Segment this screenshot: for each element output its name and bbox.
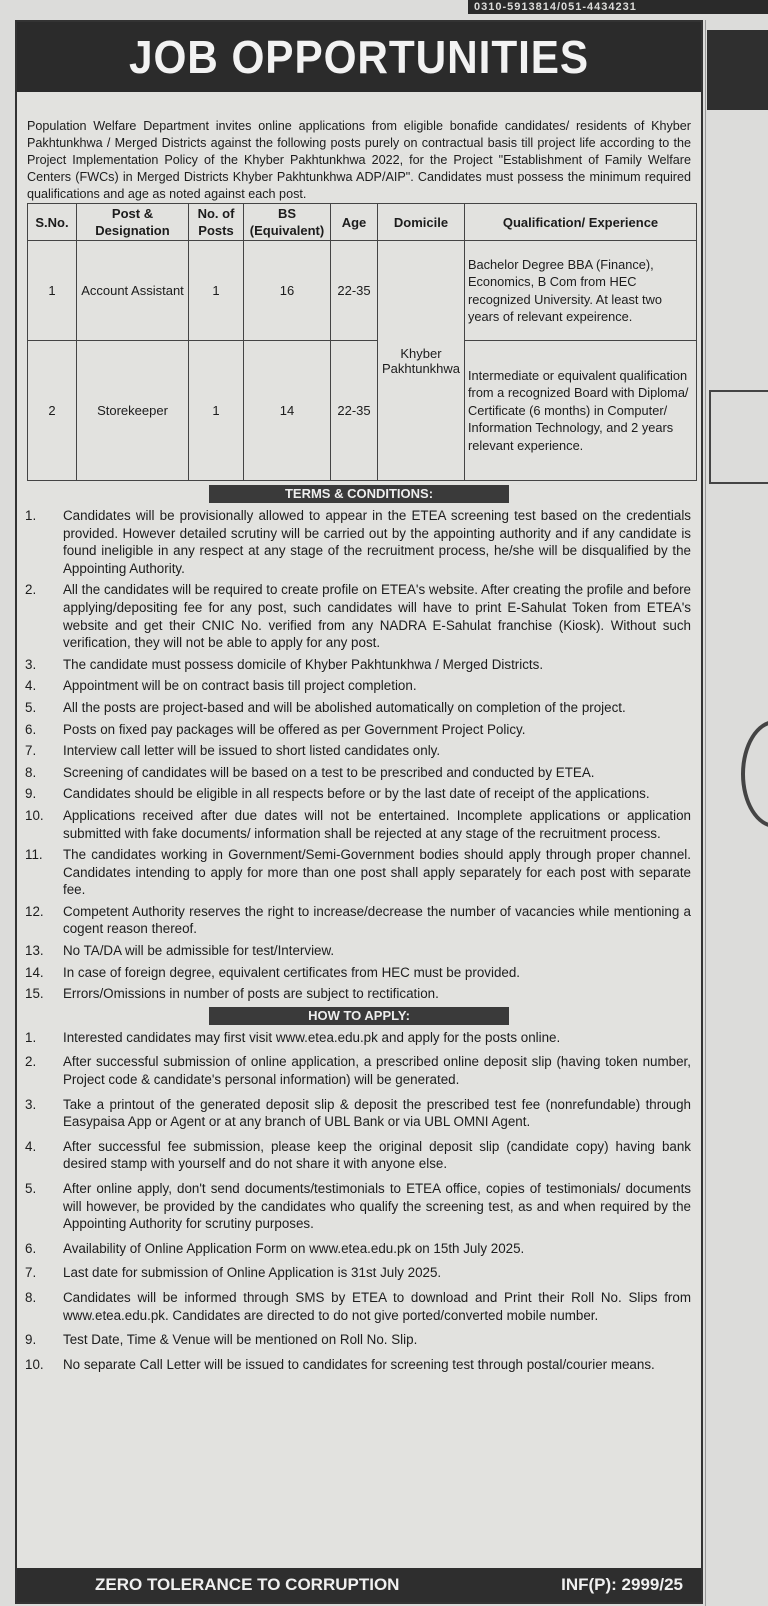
list-item xyxy=(17,1356,691,1374)
item-text: Availability of Online Application Form on www.etea.edu.pk on 15th July 2025. xyxy=(63,1240,525,1256)
terms-heading: TERMS & CONDITIONS: xyxy=(209,485,509,503)
col-header: No. of Posts xyxy=(189,204,244,241)
adjacent-headline-block xyxy=(707,30,768,110)
item-text: Take a printout of the generated deposit slip & deposit the prescribed test fee (nonrefundable) through Easypaisa App or Agent or at any branch of UBL Bank or via UBL OMNI Agent. xyxy=(63,1096,691,1130)
cell-qualification: Intermediate or equivalent qualification from a recognized Board with Diploma/ Certificate (6 months) in Computer/ Information Technology, and 2 years relevant experience. xyxy=(465,341,697,481)
item-text: Competent Authority reserves the right to increase/decrease the number of vacancies while mentioning a cogent reason thereof. xyxy=(63,903,691,937)
job-advertisement xyxy=(15,20,703,1604)
footer-ref: INF(P): 2999/25 xyxy=(561,1575,683,1594)
item-number: 9. xyxy=(25,1332,37,1348)
intro-paragraph: Population Welfare Department invites online applications from eligible bonafide candidates/ residents of Khyber Pakhtunkhwa / Merged Districts against the following posts purely on contractual basis till project life according to the Project Implementation Policy of the Khyber Pakhtunkhwa 2022, for the Project "Establishment of Family Welfare Centers (FWCs) in Merged Districts Khyber Pakhtunkhwa ADP/AIP". Candidates must possess the minimum required qualifications and age as noted against each post. xyxy=(27,119,691,201)
list-item xyxy=(17,507,691,577)
cell-sno: 2 xyxy=(28,341,77,481)
item-number: 6. xyxy=(25,721,37,737)
item-text: Errors/Omissions in number of posts are subject to rectification. xyxy=(63,986,439,1002)
adjacent-circle-graphic xyxy=(741,720,768,828)
item-number: 8. xyxy=(25,764,37,780)
cell-post: Storekeeper xyxy=(77,341,189,481)
item-text: Candidates will be provisionally allowed to appear in the ETEA screening test based on the credentials provided. However detailed scrutiny will be carried out by the appointing authority and if any candidate is found ineligible in any respect at any stage of the recruitment process, he/she will be disqualified by the Appointing Authority. xyxy=(63,508,691,576)
cell-bs: 16 xyxy=(244,241,331,341)
table-row xyxy=(28,241,697,341)
list-item xyxy=(17,1289,691,1324)
cell-posts: 1 xyxy=(189,341,244,481)
cell-qualification: Bachelor Degree BBA (Finance), Economics, B Com from HEC recognized University. At least two years of relevant expeirence. xyxy=(465,241,697,341)
howto-heading: HOW TO APPLY: xyxy=(209,1007,509,1025)
list-item xyxy=(17,677,691,695)
item-text: Last date for submission of Online Application is 31st July 2025. xyxy=(63,1265,442,1281)
footer-slogan: ZERO TOLERANCE TO CORRUPTION xyxy=(95,1575,400,1594)
item-text: Candidates will be informed through SMS by ETEA to download and Print their Roll No. Slips from www.etea.edu.pk. Candidates are directed to do not give ported/converted mobile number. xyxy=(63,1289,691,1323)
terms-list xyxy=(17,507,701,1003)
item-text: Interested candidates may first visit www.etea.edu.pk and apply for the posts online. xyxy=(63,1029,561,1045)
item-text: No separate Call Letter will be issued to candidates for screening test through postal/courier means. xyxy=(63,1356,655,1372)
item-number: 8. xyxy=(25,1289,37,1305)
cell-sno: 1 xyxy=(28,241,77,341)
item-number: 14. xyxy=(25,964,44,980)
cell-domicile: Khyber Pakhtunkhwa xyxy=(378,241,465,481)
col-header: Qualification/ Experience xyxy=(465,204,697,241)
item-text: The candidate must possess domicile of Khyber Pakhtunkhwa / Merged Districts. xyxy=(63,656,544,672)
item-text: Posts on fixed pay packages will be offered as per Government Project Policy. xyxy=(63,721,526,737)
cell-age: 22-35 xyxy=(331,241,378,341)
list-item xyxy=(17,1240,691,1258)
howto-list xyxy=(17,1029,701,1374)
item-number: 4. xyxy=(25,1138,37,1154)
title-banner xyxy=(17,22,701,92)
col-header: Post & Designation xyxy=(77,204,189,241)
item-number: 2. xyxy=(25,1054,37,1070)
list-item xyxy=(17,964,691,982)
list-item xyxy=(17,656,691,674)
item-text: All the candidates will be required to create profile on ETEA's website. After creating the profile and before applying/depositing fee for any post, such candidates will have to print E-Sahulat Token from ETEA's website and get their CNIC No. verified from any NADRA E-Sahulat franchise (Kiosk). Without such verification, they will not be able to apply for any post. xyxy=(63,582,691,651)
col-header: BS (Equivalent) xyxy=(244,204,331,241)
item-number: 4. xyxy=(25,678,37,694)
col-header: S.No. xyxy=(28,204,77,241)
col-header: Domicile xyxy=(378,204,465,241)
item-text: After successful fee submission, please keep the original deposit slip (candidate copy) having bank desired stamp with yourself and do not share it with anyone else. xyxy=(63,1138,691,1172)
item-number: 5. xyxy=(25,1181,37,1196)
item-number: 1. xyxy=(25,1029,37,1045)
list-item xyxy=(17,1096,691,1131)
item-text: All the posts are project-based and will be abolished automatically on completion of the project. xyxy=(63,699,626,715)
item-number: 13. xyxy=(25,943,44,959)
footer-bar xyxy=(17,1568,701,1602)
list-item xyxy=(17,1331,691,1349)
table-header-row xyxy=(28,204,697,241)
cell-age: 22-35 xyxy=(331,341,378,481)
item-text: Test Date, Time & Venue will be mentioned on Roll No. Slip. xyxy=(63,1332,418,1348)
item-text: Interview call letter will be issued to short listed candidates only. xyxy=(63,743,441,759)
list-item xyxy=(17,1180,691,1233)
item-number: 6. xyxy=(25,1240,37,1256)
item-number: 12. xyxy=(25,903,44,919)
list-item xyxy=(17,742,691,760)
item-text: The candidates working in Government/Semi-Government bodies should apply through proper channel. Candidates intending to apply for more than one post shall apply separately for each post with separate fee. xyxy=(63,847,691,898)
list-item xyxy=(17,942,691,960)
item-number: 7. xyxy=(25,1265,37,1281)
item-number: 7. xyxy=(25,743,37,759)
top-phone-strip: 0310-5913814/051-4434231 xyxy=(468,0,768,14)
list-item xyxy=(17,721,691,739)
list-item xyxy=(17,1053,691,1088)
column-divider xyxy=(705,20,706,1606)
item-text: Candidates should be eligible in all respects before or by the last date of receipt of the applications. xyxy=(63,786,650,802)
item-number: 1. xyxy=(25,508,37,523)
item-number: 3. xyxy=(25,1096,37,1112)
list-item xyxy=(17,846,691,899)
jobs-table xyxy=(27,203,697,481)
item-text: After online apply, don't send documents/testimonials to ETEA office, copies of testimonials/ documents will however, be provided by the candidates who qualify the screening test, as and when required by the Appointing Authority for scrutiny purposes. xyxy=(63,1181,691,1232)
cell-post: Account Assistant xyxy=(77,241,189,341)
list-item xyxy=(17,785,691,803)
item-text: Screening of candidates will be based on a test to be prescribed and conducted by ETEA. xyxy=(63,764,595,780)
cell-bs: 14 xyxy=(244,341,331,481)
list-item xyxy=(17,699,691,717)
list-item xyxy=(17,807,691,842)
item-text: In case of foreign degree, equivalent certificates from HEC must be provided. xyxy=(63,964,521,980)
cell-posts: 1 xyxy=(189,241,244,341)
item-number: 15. xyxy=(25,986,44,1002)
item-number: 9. xyxy=(25,786,37,802)
adjacent-column-edge xyxy=(705,20,768,1606)
item-text: Applications received after due dates will not be entertained. Incomplete applications or application submitted with fake documents/ information shall be rejected at any stage of the recruitment process. xyxy=(63,807,691,841)
list-item xyxy=(17,764,691,782)
item-number: 5. xyxy=(25,699,37,715)
list-item xyxy=(17,985,691,1003)
item-number: 10. xyxy=(25,1356,44,1372)
item-text: No TA/DA will be admissible for test/Interview. xyxy=(63,943,335,959)
item-number: 3. xyxy=(25,656,37,672)
item-number: 11. xyxy=(25,847,43,863)
item-text: After successful submission of online application, a prescribed online deposit slip (having token number, Project code & candidate's personal information) will be generated. xyxy=(63,1054,691,1088)
item-number: 10. xyxy=(25,807,44,823)
list-item xyxy=(17,903,691,938)
list-item xyxy=(17,1264,691,1282)
item-number: 2. xyxy=(25,582,37,598)
list-item xyxy=(17,1029,691,1047)
item-text: Appointment will be on contract basis till project completion. xyxy=(63,678,417,694)
table-row xyxy=(28,341,697,481)
list-item xyxy=(17,1138,691,1173)
list-item xyxy=(17,581,691,651)
adjacent-box xyxy=(709,390,768,484)
col-header: Age xyxy=(331,204,378,241)
page-title: JOB OPPORTUNITIES xyxy=(128,31,590,83)
